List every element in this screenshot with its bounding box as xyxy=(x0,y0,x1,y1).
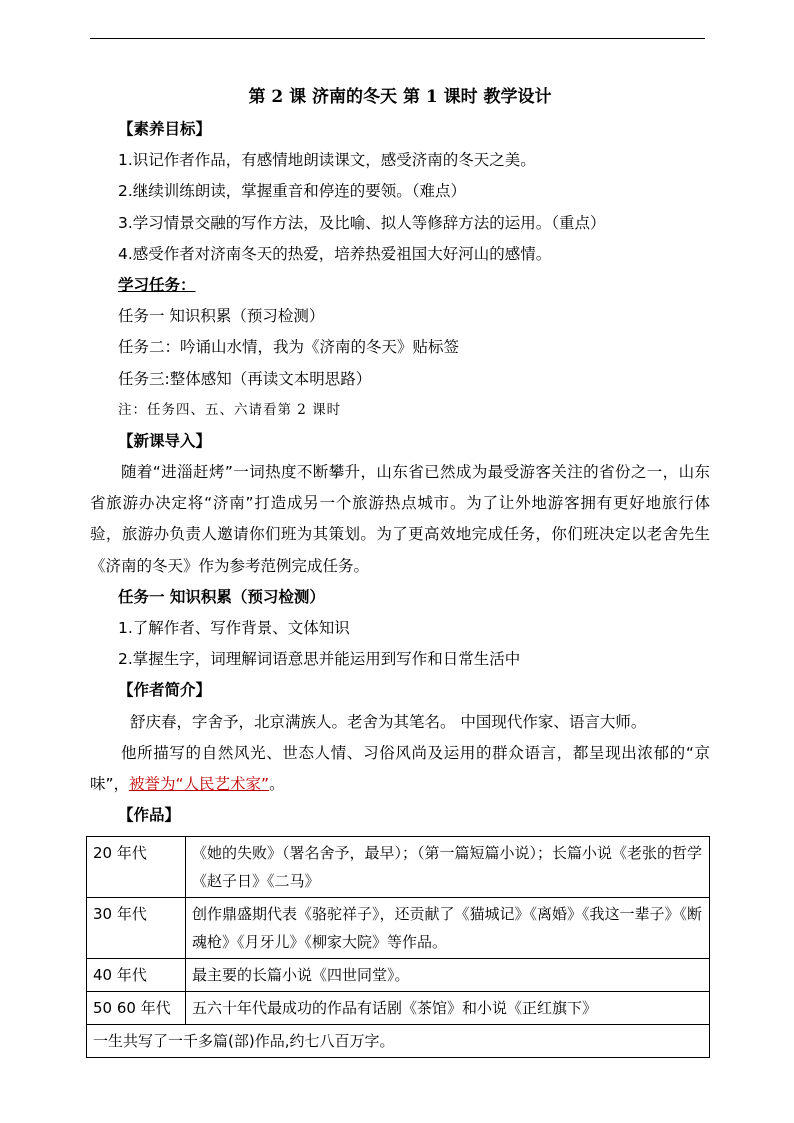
works-cell: 五六十年代最成功的作品有话剧《茶馆》和小说《正红旗下》 xyxy=(186,992,710,1025)
era-cell: 30 年代 xyxy=(87,898,186,959)
table-row xyxy=(87,959,710,992)
table-row xyxy=(87,898,710,959)
goal-item: 1.识记作者作品，有感情地朗读课文，感受济南的冬天之美。 xyxy=(118,151,536,170)
author-heading: 【作者简介】 xyxy=(118,681,212,700)
works-heading: 【作品】 xyxy=(118,806,181,825)
author-style-paragraph xyxy=(90,738,710,800)
task1-item: 2.掌握生字，词理解词语意思并能运用到写作和日常生活中 xyxy=(118,650,521,669)
intro-paragraph: 随着“进淄赶烤”一词热度不断攀升，山东省已然成为最受游客关注的省份之一，山东省旅游办决定将“济南”打造成另一个旅游热点城市。为了让外地游客拥有更好地旅行体验，旅游办负责人邀请你们班为其策划。为了更高效地完成任务，你们班决定以老舍先生《济南的冬天》作为参考范例完成任务。 xyxy=(90,463,710,575)
works-summary-cell: 一生共写了一千多篇(部)作品,约七八百万字。 xyxy=(87,1025,710,1058)
honor-title: 被誉为“人民艺术家” xyxy=(129,775,270,794)
intro-heading: 【新课导入】 xyxy=(118,431,212,450)
table-row xyxy=(87,837,710,898)
author-style-text: 他所描写的自然风光、世态人情、习俗风尚及运用的群众语言，都呈现出浓郁的“京味”， xyxy=(90,743,710,794)
works-cell: 《她的失败》（署名舍予，最早）；（第一篇短篇小说）；长篇小说《老张的哲学《赵子日》《二马》 xyxy=(186,837,710,898)
goal-item: 2.继续训练朗读，掌握重音和停连的要领。（难点） xyxy=(118,182,467,201)
header-rule xyxy=(90,38,705,39)
era-cell: 20 年代 xyxy=(87,837,186,898)
task1-heading: 任务一 知识积累（预习检测） xyxy=(118,587,325,606)
goal-item: 4.感受作者对济南冬天的热爱，培养热爱祖国大好河山的感情。 xyxy=(118,244,552,263)
era-cell: 40 年代 xyxy=(87,959,186,992)
tasks-heading: 学习任务： xyxy=(118,275,196,294)
goals-heading: 【素养目标】 xyxy=(118,120,212,138)
tasks-note: 注：任务四、五、六请看第 2 课时 xyxy=(118,401,342,418)
works-cell: 创作鼎盛期代表《骆驼祥子》，还贡献了《猫城记》《离婚》《我这一辈子》《断魂枪》《月牙儿》《柳家大院》等作品。 xyxy=(186,898,710,959)
goal-item: 3.学习情景交融的写作方法，及比喻、拟人等修辞方法的运用。（重点） xyxy=(118,213,606,232)
author-style-end: 。 xyxy=(269,775,285,794)
works-table xyxy=(86,836,710,1058)
works-cell: 最主要的长篇小说《四世同堂》。 xyxy=(186,959,710,992)
task1-item: 1.了解作者、写作背景、文体知识 xyxy=(118,619,350,638)
task-item: 任务二：吟诵山水情，我为《济南的冬天》贴标签 xyxy=(118,338,460,357)
task-item: 任务一 知识积累（预习检测） xyxy=(118,307,325,326)
page-title: 第 2 课 济南的冬天 第 1 课时 教学设计 xyxy=(248,87,552,107)
task-item: 任务三:整体感知（再读文本明思路） xyxy=(118,369,372,388)
table-row xyxy=(87,1025,710,1058)
table-row xyxy=(87,992,710,1025)
era-cell: 50 60 年代 xyxy=(87,992,186,1025)
author-intro: 舒庆春，字舍予，北京满族人。老舍为其笔名。 中国现代作家、语言大师。 xyxy=(130,712,647,731)
document-body xyxy=(90,82,710,831)
